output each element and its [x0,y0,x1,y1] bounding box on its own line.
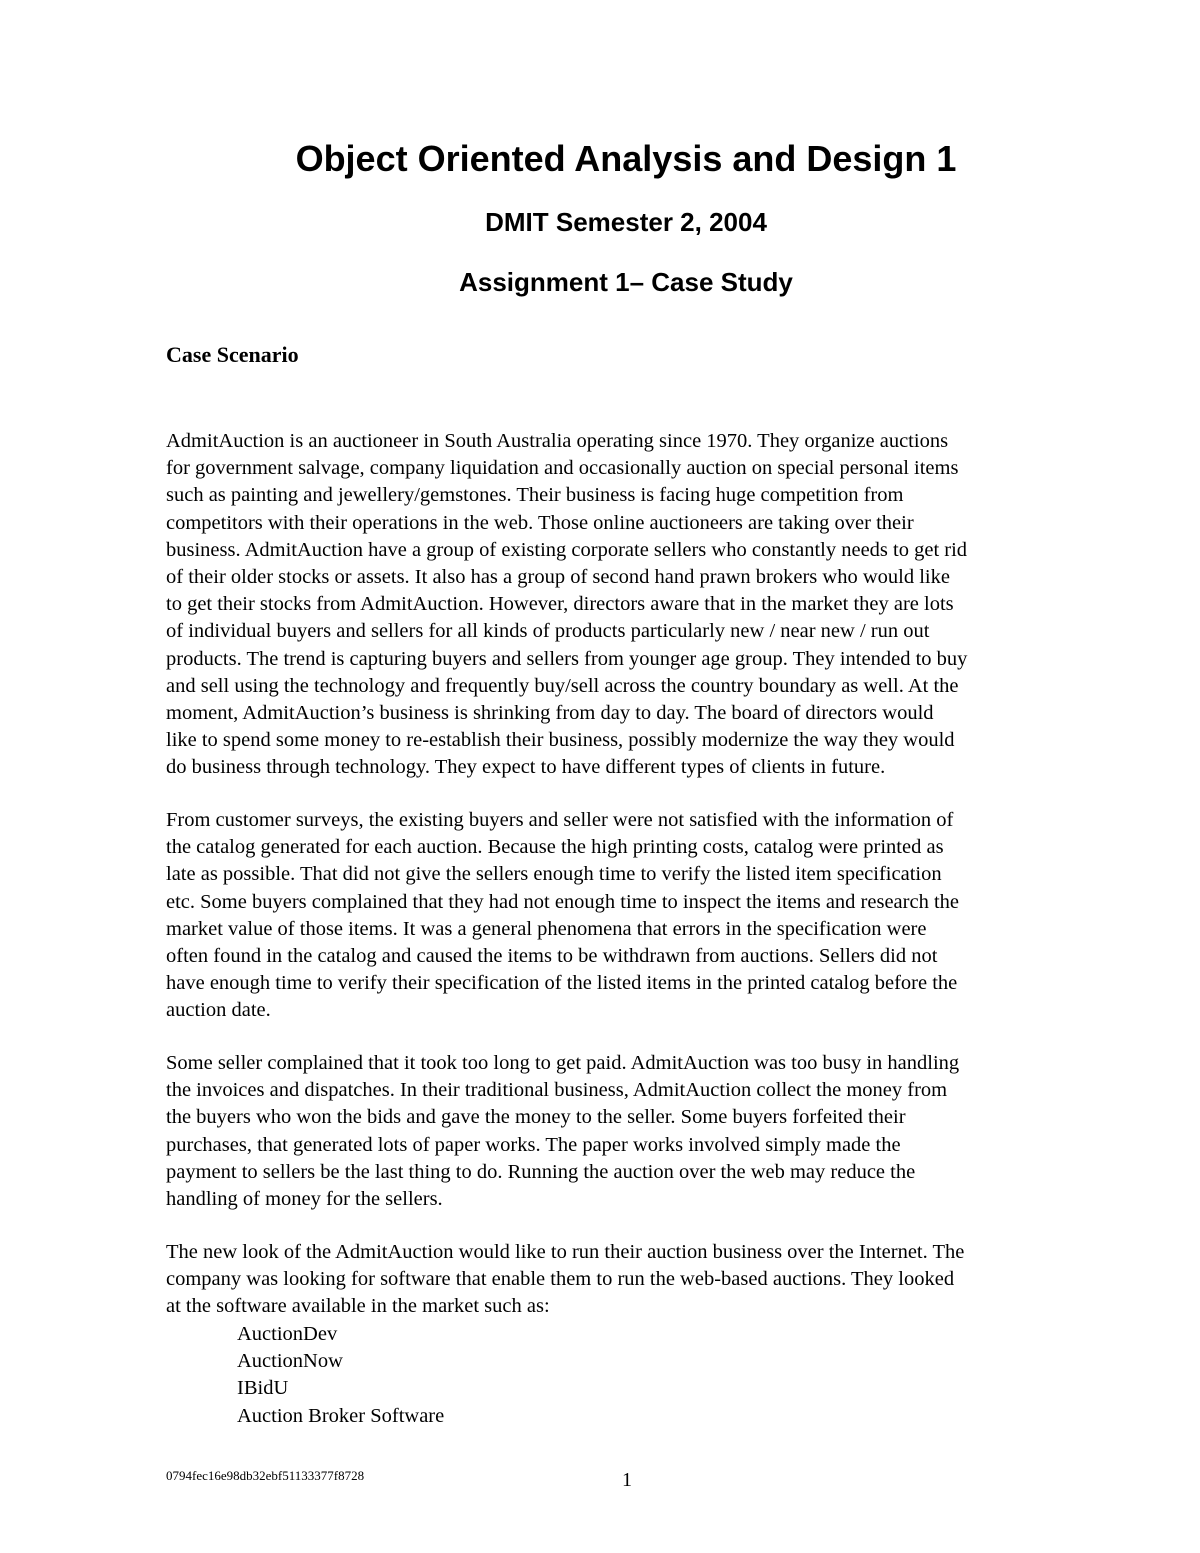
paragraph-line: the buyers who won the bids and gave the money to the seller. Some buyers forfeited their [166,1106,906,1129]
paragraph-line: AdmitAuction is an auctioneer in South Australia operating since 1970. They organize auctions [166,430,949,452]
section-heading: Case Scenario [166,342,299,367]
software-list-item: IBidU [237,1377,289,1400]
document-hash: 0794fec16e98db32ebf51133377f8728 [166,1468,365,1483]
software-list [237,1321,444,1430]
paragraph-3 [166,1050,959,1213]
paragraph-line: From customer surveys, the existing buyers and seller were not satisfied with the information of [166,809,954,831]
paragraph-line: company was looking for software that enable them to run the web-based auctions. They looked [166,1268,955,1291]
paragraph-line: often found in the catalog and caused the items to be withdrawn from auctions. Sellers did not [166,944,938,967]
paragraph-line: Some seller complained that it took too long to get paid. AdmitAuction was too busy in handling [166,1052,960,1074]
document-title: Object Oriented Analysis and Design 1 [295,138,957,179]
paragraph-line: handling of money for the sellers. [166,1187,443,1210]
page-number: 1 [622,1469,632,1491]
paragraph-line: for government salvage, company liquidation and occasionally auction on special personal items [166,457,959,480]
paragraph-line: moment, AdmitAuction’s business is shrinking from day to day. The board of directors would [166,701,934,724]
paragraph-line: business. AdmitAuction have a group of existing corporate sellers who constantly needs to get rid [166,538,968,561]
software-list-item: AuctionNow [237,1350,343,1373]
paragraph-line: to get their stocks from AdmitAuction. However, directors aware that in the market they are lots [166,593,954,616]
paragraph-1 [166,428,967,781]
software-list-item: AuctionDev [237,1323,338,1345]
paragraph-line: late as possible. That did not give the sellers enough time to verify the listed item specification [166,863,942,886]
paragraph-line: payment to sellers be the last thing to do. Running the auction over the web may reduce the [166,1160,916,1183]
paragraph-line: do business through technology. They expect to have different types of clients in future. [166,756,886,779]
paragraph-line: at the software available in the market such as: [166,1295,550,1318]
paragraph-line: competitors with their operations in the web. Those online auctioneers are taking over their [166,511,914,534]
paragraph-4 [166,1239,964,1321]
paragraph-line: the catalog generated for each auction. Because the high printing costs, catalog were printed as [166,836,944,859]
paragraph-line: such as painting and jewellery/gemstones. Their business is facing huge competition from [166,484,904,507]
paragraph-line: like to spend some money to re-establish their business, possibly modernize the way they would [166,729,955,752]
paragraph-line: and sell using the technology and frequently buy/sell across the country boundary as well. At the [166,674,959,697]
paragraph-line: products. The trend is capturing buyers and sellers from younger age group. They intended to buy [166,647,968,670]
paragraph-line: The new look of the AdmitAuction would like to run their auction business over the Internet. The [166,1241,965,1263]
paragraph-line: market value of those items. It was a general phenomena that errors in the specification were [166,917,927,940]
paragraph-2 [166,807,959,1025]
assignment-heading: Assignment 1– Case Study [459,267,793,297]
paragraph-line: of their older stocks or assets. It also has a group of second hand prawn brokers who would like [166,565,950,588]
paragraph-line: the invoices and dispatches. In their traditional business, AdmitAuction collect the money from [166,1079,948,1102]
paragraph-line: purchases, that generated lots of paper works. The paper works involved simply made the [166,1133,901,1156]
paragraph-line: of individual buyers and sellers for all kinds of products particularly new / near new / run out [166,620,930,643]
paragraph-line: have enough time to verify their specification of the listed items in the printed catalog before the [166,972,958,995]
document-subtitle: DMIT Semester 2, 2004 [485,207,767,237]
paragraph-line: auction date. [166,999,271,1022]
paragraph-line: etc. Some buyers complained that they had not enough time to inspect the items and research the [166,890,960,913]
software-list-item: Auction Broker Software [237,1404,445,1427]
